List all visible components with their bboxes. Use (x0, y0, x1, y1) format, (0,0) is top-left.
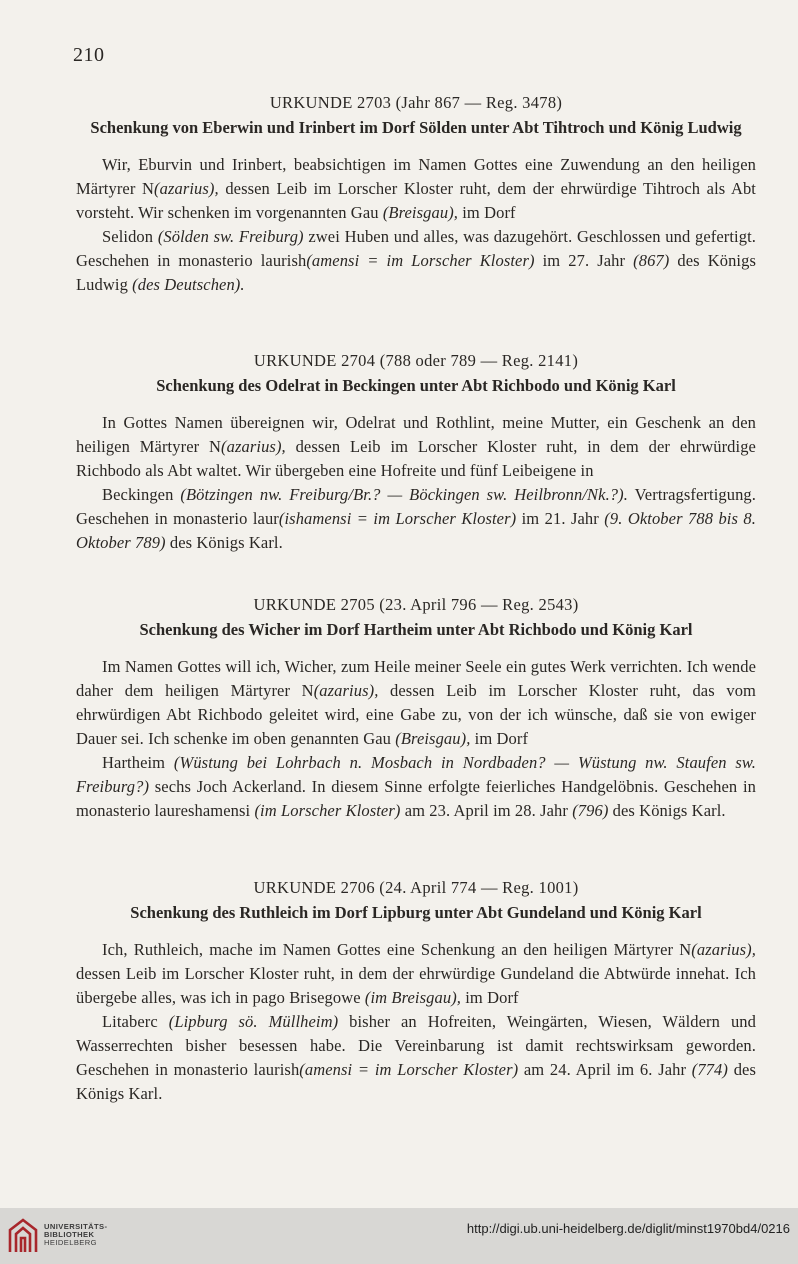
charter-heading: URKUNDE 2705 (23. April 796 — Reg. 2543) (253, 595, 579, 614)
permalink-url[interactable]: http://digi.ub.uni-heidelberg.de/diglit/minst1970bd4/0216 (466, 1221, 790, 1236)
editorial-gloss: (Wüstung bei Lohrbach n. Mosbach in Nordbaden? — Wüstung nw. Staufen sw. Freiburg?) (76, 753, 756, 796)
editorial-gloss: (azarius), (221, 437, 286, 456)
editorial-gloss: (867) (633, 251, 670, 270)
editorial-gloss: (ishamensi = im Lorscher Kloster) (278, 509, 517, 528)
charter-paragraph: Ich, Ruthleich, mache im Namen Gottes eine Schenkung an den heiligen Märtyrer N(azarius), dessen Leib im Lorscher Kloster ruht, in dem der ehrwürdige Gundeland die Abtwürde innehat. Ich übergebe alles, was ich in pago Brisegowe (im Breisgau), im Dorf (76, 940, 756, 1007)
page-number: 210 (73, 44, 105, 66)
charter-paragraph: Hartheim (Wüstung bei Lohrbach n. Mosbach in Nordbaden? — Wüstung nw. Staufen sw. Freiburg?) sechs Joch Ackerland. In diesem Sinne erfolgte feierliches Handgelöbnis. Geschehen in monasterio laureshamensi (im Lorscher Kloster) am 23. April im 28. Jahr (796) des Königs Karl. (76, 753, 756, 820)
heidelberg-library-logo-icon[interactable] (8, 1218, 38, 1254)
editorial-gloss: (amensi = im Lorscher Kloster) (306, 251, 535, 270)
charter-title: Schenkung des Odelrat in Beckingen unter Abt Richbodo und König Karl (156, 376, 676, 395)
charter-section-2704 (76, 350, 756, 555)
charter-title: Schenkung des Ruthleich im Dorf Lipburg unter Abt Gundeland und König Karl (130, 903, 702, 922)
editorial-gloss: (im Breisgau), (364, 988, 462, 1007)
editorial-gloss: (774) (691, 1060, 729, 1079)
charter-paragraph: Beckingen (Bötzingen nw. Freiburg/Br.? — Böckingen sw. Heilbronn/Nk.?). Vertragsfertigung. Geschehen in monasterio laur(ishamensi = im Lorscher Kloster) im 21. Jahr (9. Oktober 788 bis 8. Oktober 789) des Königs Karl. (76, 485, 757, 552)
charter-section-2706 (76, 877, 756, 1106)
editorial-gloss: (azarius), (691, 940, 756, 959)
library-logo-text[interactable] (44, 1223, 107, 1248)
charter-paragraph: Im Namen Gottes will ich, Wicher, zum Heile meiner Seele ein gutes Werk verrichten. Ich wende daher dem heiligen Märtyrer N(azarius), dessen Leib im Lorscher Kloster ruht, das vom ehrwürdigen Abt Richbodo geleitet wird, eine Gabe zu, von der ich wünsche, daß sie von ewiger Dauer sei. Ich schenke im oben genannten Gau (Breisgau), im Dorf (76, 657, 756, 748)
charter-section-2703 (76, 92, 756, 297)
editorial-gloss: (Bötzingen nw. Freiburg/Br.? — Böckingen sw. Heilbronn/Nk.?). (180, 485, 628, 504)
editorial-gloss: (Breisgau), (395, 729, 471, 748)
editorial-gloss: (amensi = im Lorscher Kloster) (299, 1060, 519, 1079)
editorial-gloss: (azarius), (313, 681, 379, 700)
charter-heading: URKUNDE 2706 (24. April 774 — Reg. 1001) (253, 878, 579, 897)
logo-line: UNIVERSITÄTS- (44, 1222, 108, 1231)
editorial-gloss: (Breisgau), (382, 203, 459, 222)
editorial-gloss: (azarius), (154, 179, 219, 198)
editorial-gloss: (Sölden sw. Freiburg) (157, 227, 304, 246)
charter-paragraph: Wir, Eburvin und Irinbert, beabsichtigen im Namen Gottes eine Zuwendung an den heiligen Märtyrer N(azarius), dessen Leib im Lorscher Kloster ruht, dem der ehrwürdige Tihtroch als Abt vorsteht. Wir schenken im vorgenannten Gau (Breisgau), im Dorf (76, 155, 756, 222)
charter-title: Schenkung des Wicher im Dorf Hartheim unter Abt Richbodo und König Karl (139, 620, 693, 639)
editorial-gloss: (im Lorscher Kloster) (254, 801, 401, 820)
editorial-gloss: (Lipburg sö. Müllheim) (168, 1012, 339, 1031)
charter-heading: URKUNDE 2704 (788 oder 789 — Reg. 2141) (253, 351, 579, 370)
charter-paragraph: Litaberc (Lipburg sö. Müllheim) bisher an Hofreiten, Weingärten, Wiesen, Wäldern und Wasserrechten bisher besessen habe. Die Vereinbarung ist damit rechtswirksam geworden. Geschehen in monasterio laurish(amensi = im Lorscher Kloster) am 24. April im 6. Jahr (774) des Königs Karl. (76, 1012, 756, 1103)
editorial-gloss: (9. Oktober 788 bis 8. Oktober 789) (76, 509, 756, 552)
charter-title: Schenkung von Eberwin und Irinbert im Dorf Sölden unter Abt Tihtroch und König Ludwig (90, 118, 742, 137)
logo-line: BIBLIOTHEK (44, 1230, 95, 1240)
charter-heading: URKUNDE 2703 (Jahr 867 — Reg. 3478) (269, 93, 563, 112)
charter-section-2705 (76, 594, 756, 823)
logo-line: HEIDELBERG (44, 1238, 97, 1248)
editorial-gloss: (des Deutschen). (132, 275, 245, 294)
charter-paragraph: In Gottes Namen übereignen wir, Odelrat und Rothlint, meine Mutter, ein Geschenk an den heiligen Märtyrer N(azarius), dessen Leib im Lorscher Kloster ruht, in dem der ehrwürdige Richbodo als Abt waltet. Wir übergeben eine Hofreite und fünf Leibeigene in (76, 413, 756, 480)
charter-paragraph: Selidon (Sölden sw. Freiburg) zwei Huben und alles, was dazugehört. Geschlossen und gefertigt. Geschehen in monasterio laurish(amensi = im Lorscher Kloster) im 27. Jahr (867) des Königs Ludwig (des Deutschen). (76, 227, 757, 294)
editorial-gloss: (796) (572, 801, 609, 820)
viewer-footer (0, 1208, 798, 1264)
